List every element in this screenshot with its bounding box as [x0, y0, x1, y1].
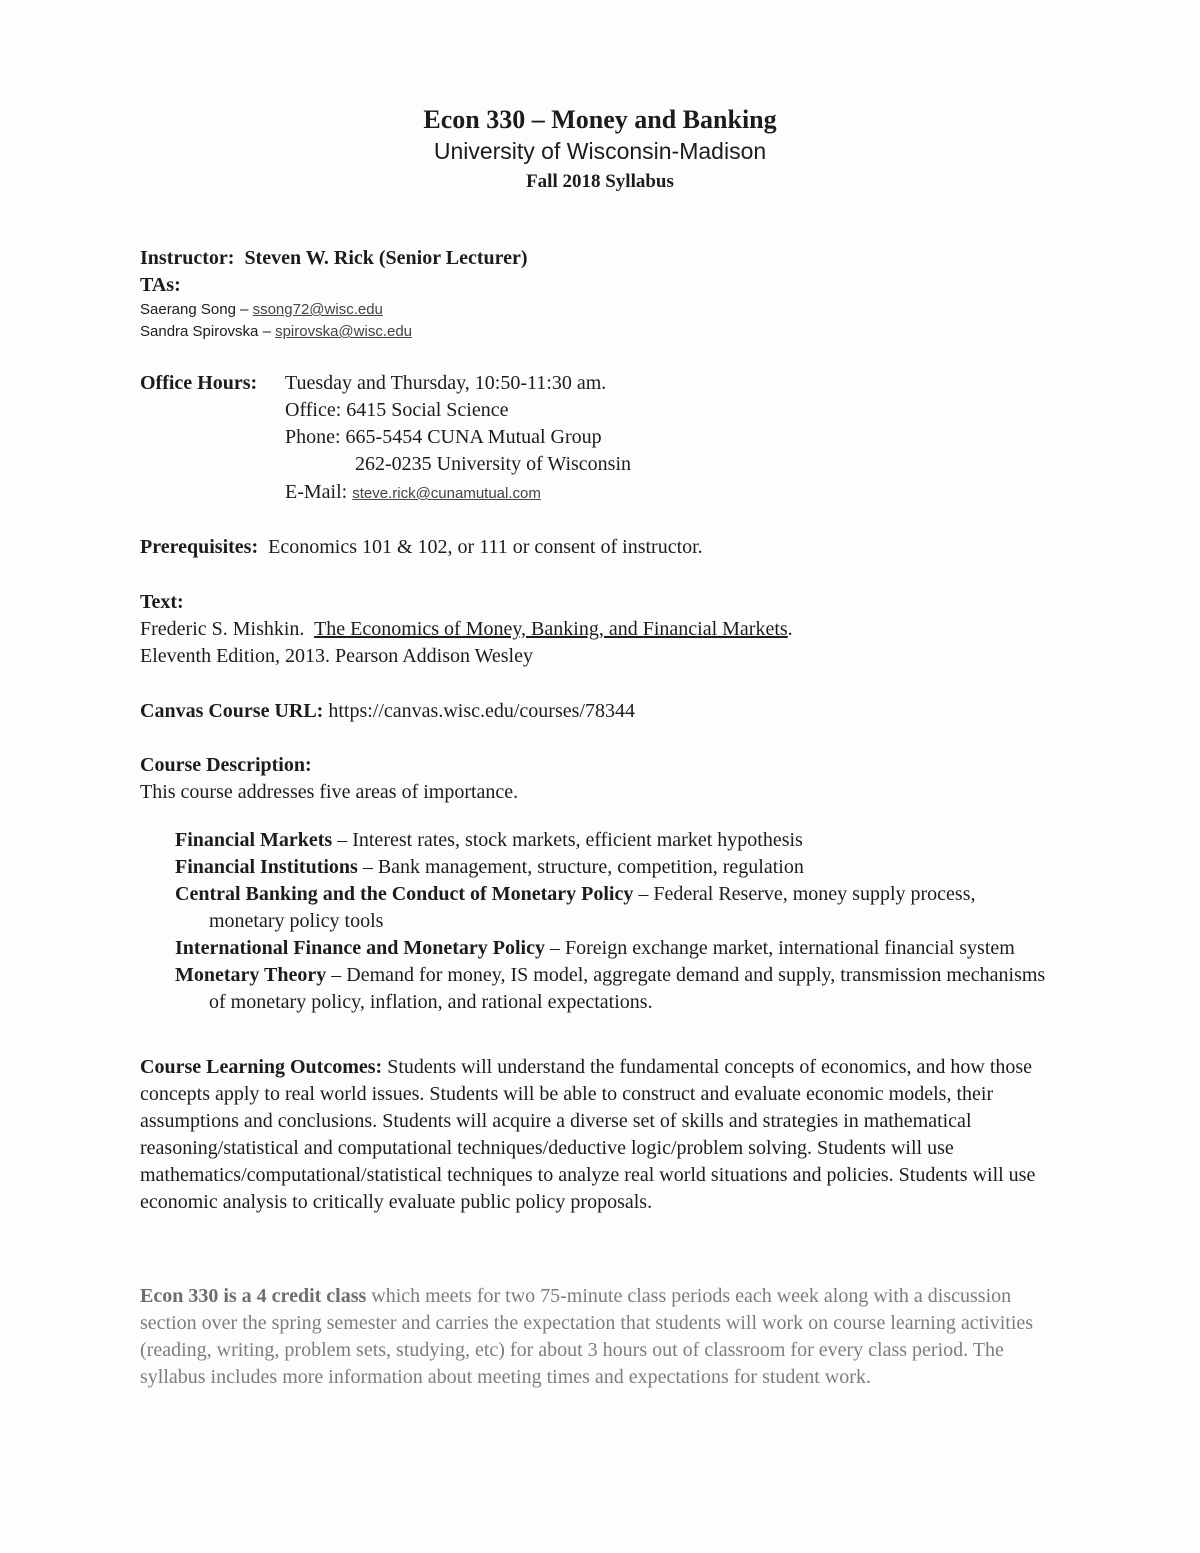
instructor-email-line	[285, 479, 541, 506]
ta-email-link[interactable]: spirovska@wisc.edu	[275, 323, 413, 340]
textbook-title: The Economics of Money, Banking, and Financial Markets	[314, 618, 788, 640]
prerequisites-label: Prerequisites:	[140, 536, 259, 558]
prerequisites	[140, 534, 1065, 561]
instructor-name: Steven W. Rick (Senior Lecturer)	[244, 247, 528, 269]
instructor-email-link[interactable]: steve.rick@cunamutual.com	[352, 485, 541, 502]
learning-outcomes-label: Course Learning Outcomes:	[140, 1056, 383, 1078]
phone-secondary: 262-0235 University of Wisconsin	[355, 453, 632, 475]
office-hours-value: Tuesday and Thursday, 10:50-11:30 am.	[285, 372, 607, 394]
canvas-label: Canvas Course URL:	[140, 700, 324, 722]
ta-entry	[140, 321, 1065, 342]
credit-label: Econ 330 is a 4 credit class	[140, 1285, 367, 1307]
textbook-author: Frederic S. Mishkin.	[140, 618, 305, 640]
list-item: Financial Markets – Interest rates, stock markets, efficient market hypothesis	[175, 829, 803, 851]
text-label: Text:	[140, 591, 184, 613]
ta-entry	[140, 299, 1065, 320]
canvas-url-line	[140, 698, 1065, 725]
list-item: International Finance and Monetary Policy – Foreign exchange market, international financial system	[175, 937, 1015, 959]
list-item: Monetary Theory – Demand for money, IS model, aggregate demand and supply, transmission mechanisms of monetary policy, inflation, and rational expectations.	[175, 964, 1046, 1013]
prerequisites-text: Economics 101 & 102, or 111 or consent of instructor.	[268, 536, 703, 558]
office-location: Office: 6415 Social Science	[285, 399, 509, 421]
course-title: Econ 330 – Money and Banking	[423, 105, 777, 134]
university-name: University of Wisconsin-Madison	[433, 138, 767, 164]
ta-name: Sandra Spirovska –	[140, 323, 271, 340]
credit-statement	[140, 1283, 1060, 1391]
areas-list	[175, 827, 1055, 1016]
learning-outcomes	[140, 1054, 1062, 1216]
list-item: Financial Institutions – Bank management, structure, competition, regulation	[175, 856, 804, 878]
credit-text: which meets for two 75-minute class periods each week along with a discussion section over the spring semester and carries the expectation that students will work on course learning activities (reading, writing, problem sets, studying, etc) for about 3 hours out of classroom for every class period. The syllabus includes more information about meeting times and expectations for student work.	[140, 1285, 1034, 1388]
learning-outcomes-text: Students will understand the fundamental concepts of economics, and how those concepts apply to real world issues. Students will be able to construct and evaluate economic models, their assumptions and conclusions. Students will acquire a diverse set of skills and strategies in mathematical reasoning/statistical and computational techniques/deductive logic/problem solving. Students will use mathematics/computational/statistical techniques to analyze real world situations and policies. Students will use economic analysis to critically evaluate public policy proposals.	[140, 1056, 1036, 1213]
term-label: Fall 2018 Syllabus	[526, 171, 674, 192]
office-hours-label: Office Hours:	[140, 372, 258, 394]
ta-name: Saerang Song –	[140, 301, 249, 318]
list-item: Central Banking and the Conduct of Monetary Policy – Federal Reserve, money supply process, monetary policy tools	[175, 883, 976, 932]
textbook-edition: Eleventh Edition, 2013. Pearson Addison Wesley	[140, 645, 533, 667]
course-description-intro: This course addresses five areas of importance.	[140, 781, 519, 803]
email-label: E-Mail:	[285, 481, 348, 503]
textbook-line: Frederic S. Mishkin. The Economics of Money, Banking, and Financial Markets.	[140, 618, 793, 640]
ta-email-link[interactable]: ssong72@wisc.edu	[252, 301, 383, 318]
phone-primary: Phone: 665-5454 CUNA Mutual Group	[285, 426, 602, 448]
instructor-label: Instructor:	[140, 247, 235, 269]
canvas-url[interactable]: https://canvas.wisc.edu/courses/78344	[328, 700, 635, 722]
tas-label: TAs:	[140, 274, 181, 296]
course-description-label: Course Description:	[140, 754, 312, 776]
instructor-line	[140, 245, 1065, 272]
